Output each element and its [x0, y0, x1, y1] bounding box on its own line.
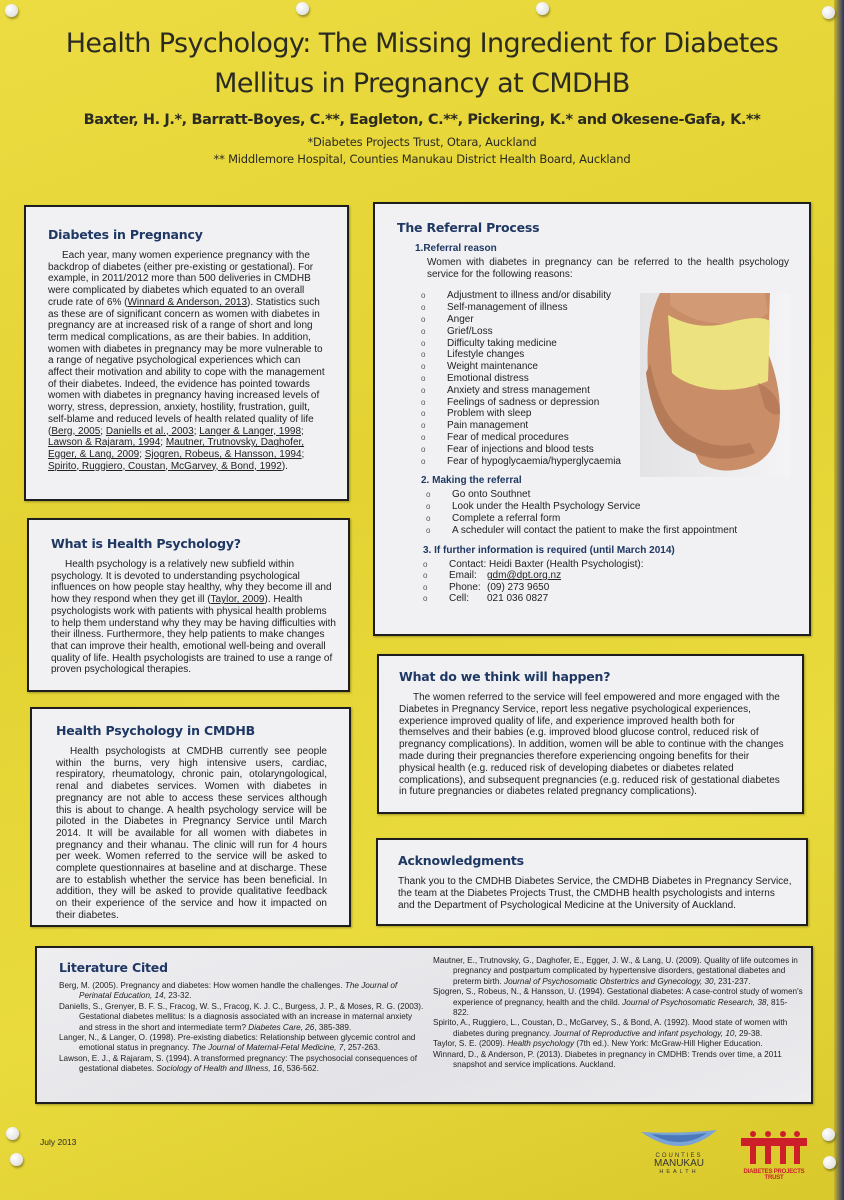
what-is-health-psychology-panel [27, 518, 350, 692]
reference-entry: Spirito, A., Ruggiero, L., Coustan, D., McGarvey, S., & Bond, A. (1992). Mood state of women with diabetes during pregnancy. Journal of Reproductive and infant psychology, 10, 29-38. [433, 1018, 788, 1038]
poster-edge [834, 0, 844, 1200]
email-link[interactable]: gdm@dpt.org.nz [487, 570, 562, 582]
contact-person: o Contact: Heidi Baxter (Health Psychologist): [419, 559, 789, 571]
body-text: ; [139, 448, 145, 460]
cell-label: Cell: [449, 593, 470, 605]
affiliation-2: ** Middlemore Hospital, Counties Manukau District Health Board, Auckland [213, 152, 631, 166]
title-line-1: Health Psychology: The Missing Ingredient for Diabetes [65, 28, 779, 59]
referral-reason-heading: 1.Referral reason [415, 243, 497, 254]
reference-entry: Daniells, S., Grenyer, B. F. S., Fracog, W. S., Fracog, K. J. C., Burgess, J. P., & Moses, R. G. (2003). Gestational diabetes mellitus: Is a diagnosis associated with an increase in maternal anxiety and stress in the short and intermediate term? Diabetes Care, 26, 385-389. [59, 1001, 424, 1032]
body-text: ). Statistics such as these are of significant concern as women with diabetes in pregnancy are at increased risk of a range of short and long term medical complications, as are their babies. In addition, women with diabetes in pregnancy may be more vulnerable to a range of negative psychological experiences which can affect their motivation and ability to cope with the management of their diabetes. Indeed, the evidence has pointed towards women with diabetes in pregnancy having increased levels of worry, stress, depression, anxiety, hostility, frustration, guilt, self-blame and reduced levels of health related quality of life ( [48, 296, 325, 437]
body-text: ; [160, 437, 166, 449]
referral-reason-item: o Weight maintenance [417, 361, 789, 373]
pregnant-woman-illustration [640, 293, 790, 477]
authors: Baxter, H. J.*, Barratt-Boyes, C.**, Eagleton, C.**, Pickering, K.* and Okesene-Gafa, K.** [83, 112, 761, 128]
referral-reason-item: o Anger [417, 314, 789, 326]
body-text: ; [100, 425, 106, 437]
pushpin-icon [536, 2, 549, 15]
contact-list [419, 559, 789, 605]
referral-reason-item: o Fear of hypoglycaemia/hyperglycaemia [417, 456, 789, 468]
referral-reason-item: o Self-management of illness [417, 302, 789, 314]
referral-intro: Women with diabetes in pregnancy can be referred to the health psychology service for the following reasons: [427, 257, 789, 280]
citation-link[interactable]: Berg, 2005 [51, 425, 101, 437]
citation-link[interactable]: Langer & Langer, 1998 [199, 425, 302, 437]
referral-step-item: o A scheduler will contact the patient to make the first appointment [422, 525, 789, 537]
diabetes-in-pregnancy-panel [24, 205, 349, 501]
reference-entry: Langer, N., & Langer, O. (1998). Pre-existing diabetics: Relationship between glycemic control and emotional status in pregnancy. The Journal of Maternal-Fetal Medicine, 7, 257-263. [59, 1033, 416, 1053]
pushpin-icon [823, 1156, 836, 1169]
section-body [48, 250, 327, 472]
section-heading: Literature Cited [59, 960, 168, 975]
pushpin-icon [6, 1127, 19, 1140]
citation-link[interactable]: Winnard & Anderson, 2013 [127, 296, 248, 308]
section-heading: Diabetes in Pregnancy [48, 227, 203, 242]
diabetes-projects-trust-logo [736, 1130, 812, 1181]
reference-entry: Lawson, E. J., & Rajaram, S. (1994). A transformed pregnancy: The psychosocial consequences of gestational diabetes. Sociology of Health and Illness, 16, 536-562. [59, 1053, 418, 1074]
referral-step-item: o Look under the Health Psychology Service [422, 501, 789, 513]
further-info-heading: 3. If further information is required (until March 2014) [423, 544, 675, 556]
affiliation-1: *Diabetes Projects Trust, Otara, Auckland [307, 135, 537, 149]
referral-reason-item: o Anxiety and stress management [417, 385, 789, 397]
pushpin-icon [10, 1153, 23, 1166]
reference-entry: Mautner, E., Trutnovsky, G., Daghofer, E., Egger, J. W., & Lang, U. (2009). Quality of life outcomes in pregnancy and postpartum complicated by hypertensive disorders, gestational diabetes and preterm birth. Journal of Psychosomatic Obstertrics and Gynecology, 30, 231-237. [433, 956, 798, 986]
referral-reason-item: o Fear of injections and blood tests [417, 444, 789, 456]
section-heading: Health Psychology in CMDHB [56, 723, 255, 738]
pushpin-icon [5, 4, 18, 17]
body-text: ; [193, 425, 200, 437]
section-heading: Acknowledgments [398, 853, 524, 868]
citation-link[interactable]: Mautner, Trutnovsky, Daghofer, Egger, & Lang, 2009 [48, 437, 305, 460]
referral-steps-list [422, 489, 789, 536]
wings-icon [639, 1128, 719, 1148]
referral-reason-item: o Problem with sleep [417, 408, 789, 420]
reference-entry: Sjogren, S., Robeus, N., & Hansson, U. (1994). Gestational diabetes: A case-control study of women's experience of pregnancy, health and the child. Journal of Psychosomatic Research, 38, 815-822. [433, 987, 803, 1018]
poster-date: July 2013 [40, 1137, 77, 1147]
email-label: Email: [449, 570, 477, 582]
references-right-column [433, 956, 803, 1070]
referral-reason-item: o Grief/Loss [417, 326, 789, 338]
section-heading: What do we think will happen? [399, 669, 611, 684]
literature-cited-panel [35, 946, 813, 1104]
referral-reason-item: o Lifestyle changes [417, 349, 789, 361]
body-text: Health psychology is a relatively new subfield within psychology. It is devoted to understanding psychological influences on how people stay healthy, why they become ill and how they respond when they get ill ( [51, 559, 332, 606]
health-psychology-in-cmdhb-panel [30, 707, 351, 927]
logo-text: MANUKAU [653, 1158, 704, 1169]
contact-email [419, 570, 789, 582]
phone-number: (09) 273 9650 [487, 581, 550, 593]
referral-reason-item: o Emotional distress [417, 373, 789, 385]
referral-reason-item: o Adjustment to illness and/or disability [417, 290, 789, 302]
logo-text: DIABETES PROJECTS TRUST [743, 1169, 805, 1181]
pushpin-icon [822, 6, 835, 19]
body-text: ; [301, 425, 304, 437]
poster-title [0, 24, 844, 104]
referral-step-item: o Go onto Southnet [422, 489, 789, 501]
referral-reason-item: o Fear of medical procedures [417, 432, 789, 444]
what-will-happen-panel [377, 654, 804, 814]
title-line-2: Mellitus in Pregnancy at CMDHB [214, 68, 630, 99]
citation-link[interactable]: Lawson & Rajaram, 1994 [48, 437, 161, 449]
citation-link[interactable]: Spirito, Ruggiero, Coustan, McGarvey, & Bond, 1992 [48, 460, 282, 472]
pregnant-woman-photo [640, 293, 790, 477]
cell-number: 021 036 0827 [487, 593, 549, 605]
section-body: Health psychologists at CMDHB currently see people within the burns, very high intensive users, cardiac, respiratory, rheumatology, chronic pain, otolaryngological, renal and diabetes services. Women with diabetes in pregnancy are not able to access these services although this is about to change. A health psychology service will be piloted in the Diabetes in Pregnancy Service until March 2014. It will be available for all women with diabetes in pregnancy and their whanau. The clinic will run for 4 hours per week. Women referred to the service will be asked to complete questionnaires at baseline and at discharge. These are to establish whether the service has been beneficial. In addition, they will be asked to provide qualitative feedback on their experience of the service and how it impacted on their diabetes. [56, 746, 327, 921]
counties-manukau-logo [638, 1128, 720, 1175]
section-body [51, 559, 336, 676]
section-heading: The Referral Process [397, 220, 540, 235]
pushpin-icon [296, 2, 309, 15]
people-icon [739, 1130, 809, 1164]
reference-entry: Taylor, S. E. (2009). Health psychology (7th ed.). New York: McGraw-Hill Higher Education. [433, 1039, 763, 1049]
citation-link[interactable]: Taylor, 2009 [210, 594, 265, 606]
section-body: Thank you to the CMDHB Diabetes Service, the CMDHB Diabetes in Pregnancy Service, the team at the Diabetes Projects Trust, the CMDHB health psychologists and interns and the Department of Psychological Medicine at the University of Auckland. [398, 876, 792, 911]
contact-cell [419, 593, 789, 605]
body-text: ). Health psychologists work with patients with physical health problems to help them understand why they may be having difficulties with their illness. Furthermore, they help patients to make changes that can improve their health, emotional well-being and overall quality of life. Health psychologists are trained to use a range of proven psychological therapies. [51, 594, 336, 676]
citation-link[interactable]: Daniells et al., 2003 [105, 425, 194, 437]
reference-entry: Berg, M. (2005). Pregnancy and diabetes: How women handle the challenges. The Journal of Perinatal Education, 14, 23-32. [59, 981, 398, 1001]
section-heading: What is Health Psychology? [51, 536, 241, 551]
citation-link[interactable]: Sjogren, Robeus, & Hansson, 1994 [144, 448, 302, 460]
body-text: ; [301, 448, 305, 460]
references-left-column [59, 981, 424, 1075]
referral-reason-item: o Difficulty taking medicine [417, 338, 789, 350]
section-body: The women referred to the service will feel empowered and more engaged with the Diabetes in Pregnancy Service, report less negative psychological experiences, experience improved quality of life, and experience improved health both for themselves and their babies (e.g. improved blood glucose control, reduced risk of pregnancy complications). In addition, women will be able to continue with the changes made during their pregnancies therefore experiencing ongoing benefits for their physical health (e.g. reduced risk of developing diabetes or diabetes related complications), and subsequent pregnancies (e.g. reduced risk of gestational diabetes in future pregnancies or diabetes related pregnancy complications). [399, 692, 784, 798]
body-text: ). [281, 460, 288, 472]
pushpin-icon [822, 1128, 835, 1141]
referral-reason-item: o Feelings of sadness or depression [417, 397, 789, 409]
logo-text: COUNTIES [655, 1153, 703, 1159]
reference-entry: Winnard, D., & Anderson, P. (2013). Diabetes in pregnancy in CMDHB: Trends over time, a 2011 snapshot and service implications. Auckland. [433, 1049, 782, 1070]
logo-text: HEALTH [659, 1169, 699, 1175]
acknowledgments-panel [376, 838, 808, 926]
making-referral-heading: 2. Making the referral [421, 475, 522, 487]
body-text: Each year, many women experience pregnancy with the backdrop of diabetes (either pre-existing or gestational). For example, in 2011/2012 more than 500 deliveries in CMDHB were complicated by diabetes which equated to an overall crude rate of 6% ( [48, 250, 314, 308]
contact-phone [419, 582, 789, 594]
referral-step-item: o Complete a referral form [422, 513, 789, 525]
referral-reason-item: o Pain management [417, 420, 789, 432]
phone-label: Phone: [449, 581, 481, 593]
